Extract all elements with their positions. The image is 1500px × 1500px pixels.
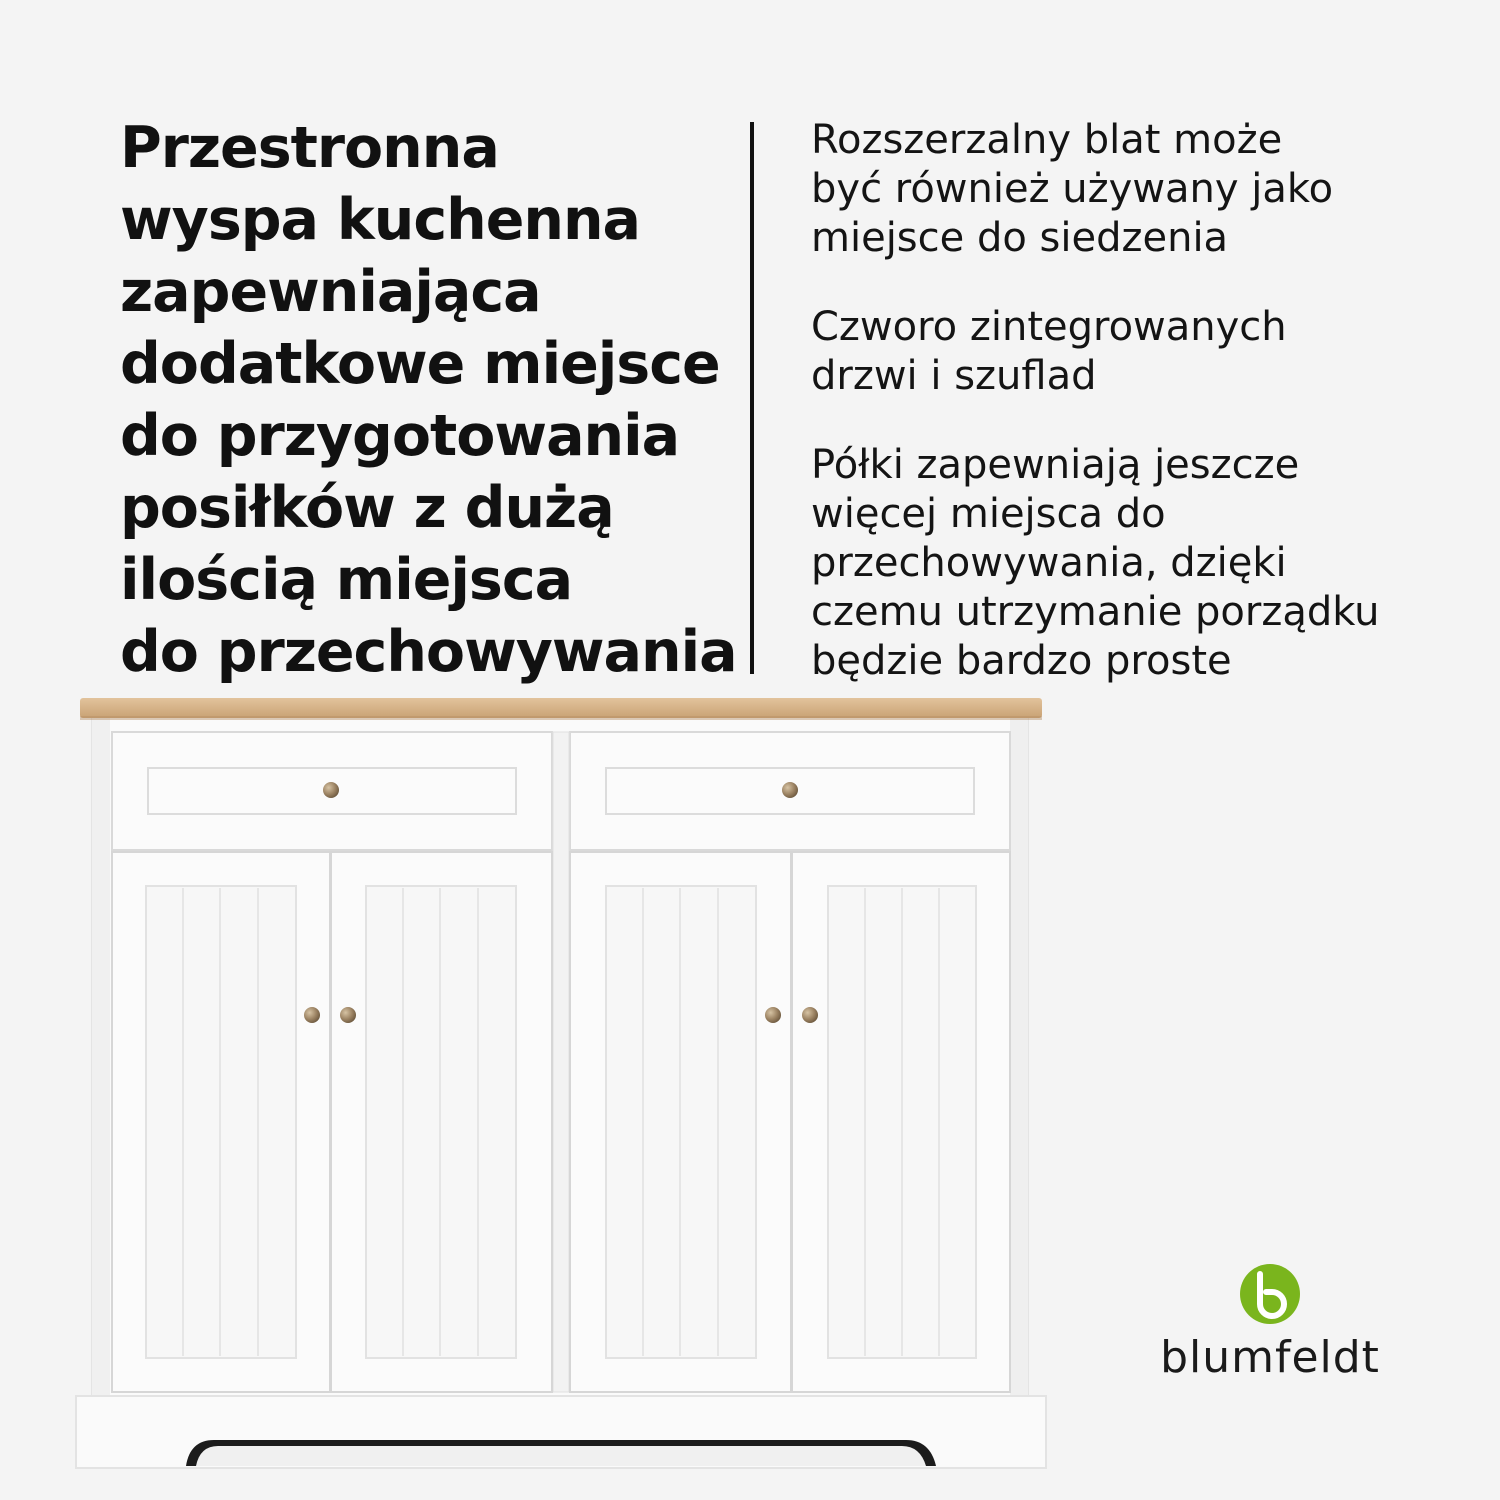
- headline-line: do przygotowania: [120, 403, 680, 469]
- feature-line: będzie bardzo proste: [811, 638, 1232, 684]
- brand-logo: [1140, 1262, 1400, 1383]
- brand-name: blumfeldt: [1160, 1332, 1380, 1383]
- headline-line: wyspa kuchenna: [120, 187, 640, 253]
- drawer-knob: [323, 782, 339, 798]
- headline-line: do przechowywania: [120, 619, 737, 685]
- feature-line: Rozszerzalny blat może: [811, 117, 1283, 163]
- headline-line: Przestronna: [120, 115, 499, 181]
- feature-line: Półki zapewniają jeszcze: [811, 442, 1300, 488]
- headline-line: ilością miejsca: [120, 547, 573, 613]
- feature-line: miejsce do siedzenia: [811, 215, 1229, 261]
- blumfeldt-logo-icon: [1238, 1262, 1302, 1326]
- feature-line: czemu utrzymanie porządku: [811, 589, 1380, 635]
- feature-line: więcej miejsca do: [811, 491, 1166, 537]
- headline-line: zapewniająca: [120, 259, 541, 325]
- feature-line: Czworo zintegrowanych: [811, 304, 1287, 350]
- door-knob: [765, 1007, 781, 1023]
- headline-line: dodatkowe miejsce: [120, 331, 720, 397]
- feature-line: przechowywania, dzięki: [811, 540, 1287, 586]
- feature-line: drzwi i szuflad: [811, 353, 1097, 399]
- drawer-knob: [782, 782, 798, 798]
- door-knob: [802, 1007, 818, 1023]
- door-knob: [304, 1007, 320, 1023]
- door-knob: [340, 1007, 356, 1023]
- wooden-countertop: [80, 698, 1042, 718]
- feature-line: być również używany jako: [811, 166, 1334, 212]
- headline-line: posiłków z dużą: [120, 475, 614, 541]
